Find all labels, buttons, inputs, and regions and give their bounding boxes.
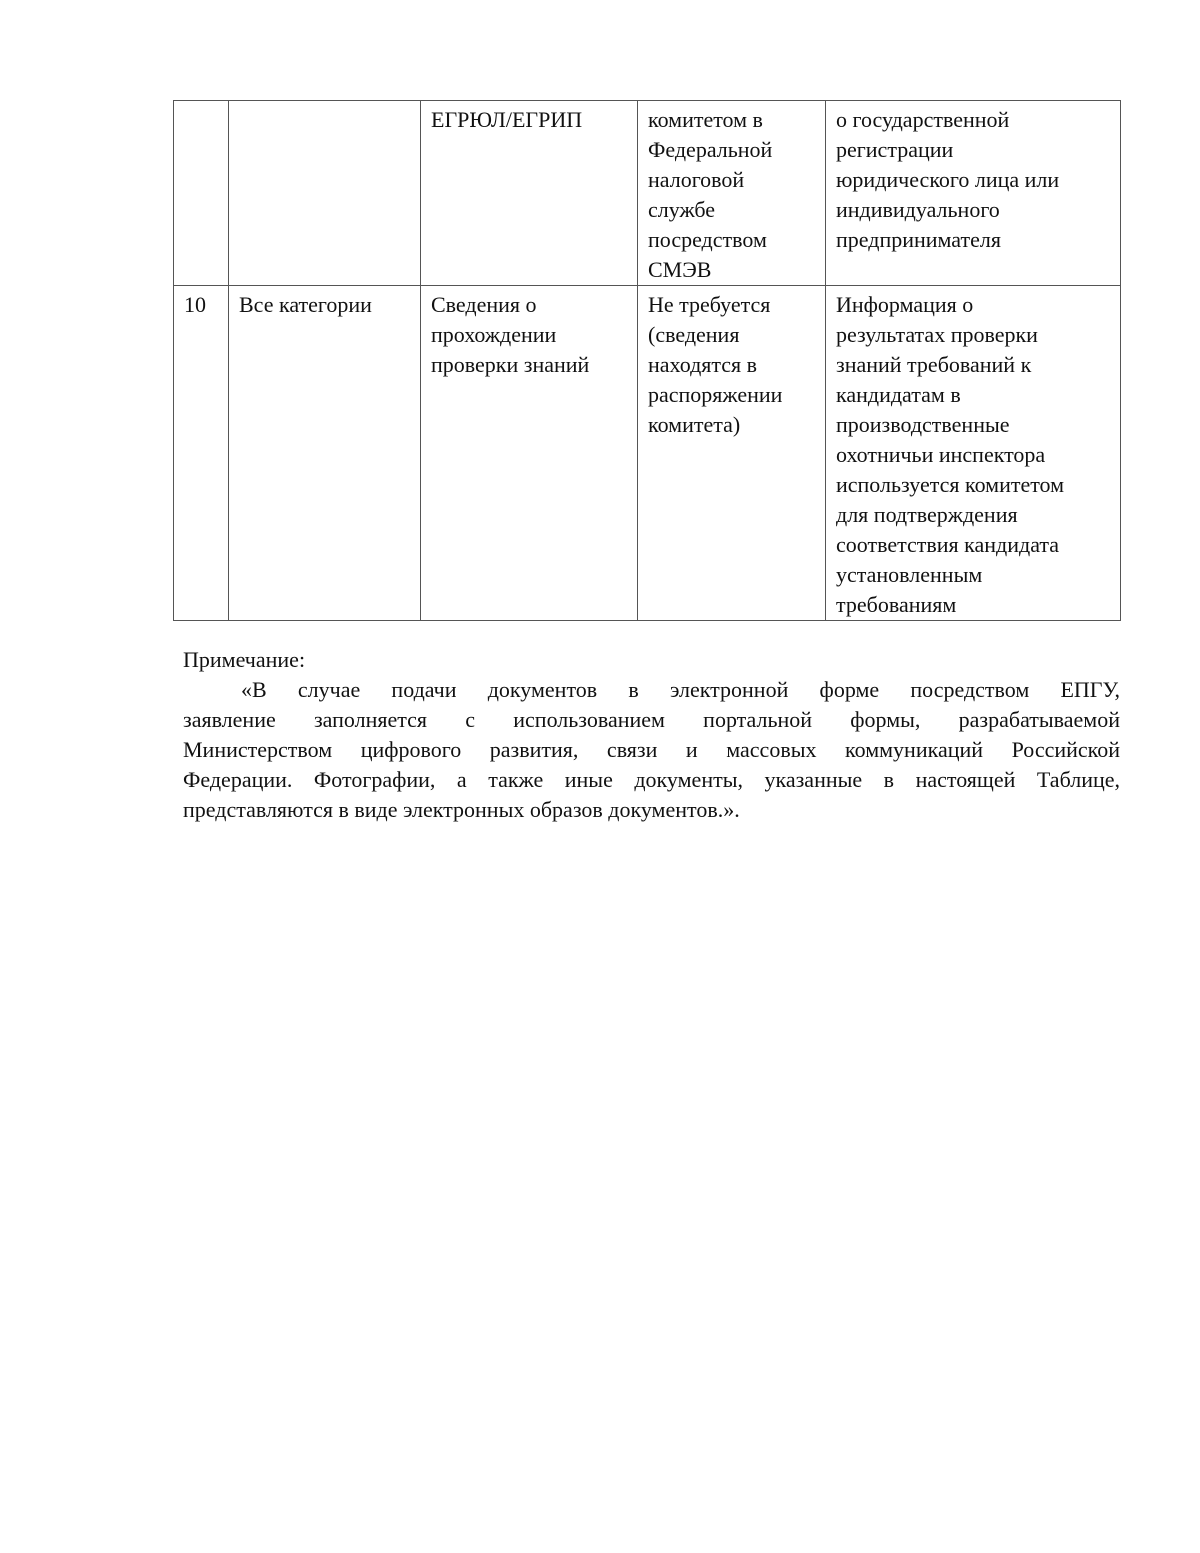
cell-text: знаний требований к bbox=[836, 352, 1032, 377]
cell-text: требованиям bbox=[836, 592, 957, 617]
cell-text: Не требуется bbox=[648, 292, 771, 317]
cell-text: индивидуального bbox=[836, 197, 1000, 222]
category-cell: Все категории bbox=[229, 286, 421, 621]
note-text-line: Федерации. Фотографии, а также иные документы, указанные в настоящей Таблице, bbox=[183, 767, 1120, 792]
document-cell bbox=[421, 286, 638, 621]
cell-text: Сведения о bbox=[431, 292, 537, 317]
note-text-line: заявление заполняется с использованием портальной формы, разрабатываемой bbox=[183, 707, 1120, 732]
cell-text: регистрации bbox=[836, 137, 954, 162]
table-row bbox=[174, 286, 1121, 621]
note-text-line: «В случае подачи документов в электронной форме посредством ЕПГУ, bbox=[241, 677, 1120, 702]
cell-text: предпринимателя bbox=[836, 227, 1001, 252]
cell-text: проверки знаний bbox=[431, 352, 590, 377]
method-cell bbox=[638, 286, 826, 621]
note-text-line: представляются в виде электронных образов документов.». bbox=[183, 797, 740, 822]
cell-text: кандидатам в bbox=[836, 382, 961, 407]
cell-text: находятся в bbox=[648, 352, 758, 377]
row-number-cell bbox=[174, 101, 229, 286]
cell-text: налоговой bbox=[648, 167, 745, 192]
cell-text: Информация о bbox=[836, 292, 974, 317]
cell-text: результатах проверки bbox=[836, 322, 1038, 347]
category-cell bbox=[229, 101, 421, 286]
cell-text: ЕГРЮЛ/ЕГРИП bbox=[431, 107, 583, 132]
cell-text: комитета) bbox=[648, 412, 741, 437]
cell-text: о государственной bbox=[836, 107, 1010, 132]
cell-text: (сведения bbox=[648, 322, 740, 347]
note-text-line: Министерством цифрового развития, связи и массовых коммуникаций Российской bbox=[183, 737, 1120, 762]
cell-text: используется комитетом bbox=[836, 472, 1065, 497]
note-section bbox=[183, 645, 1120, 825]
purpose-cell bbox=[826, 101, 1121, 286]
cell-text: службе bbox=[648, 197, 716, 222]
purpose-cell bbox=[826, 286, 1121, 621]
cell-text: юридического лица или bbox=[836, 167, 1060, 192]
cell-text: для подтверждения bbox=[836, 502, 1018, 527]
requirements-table bbox=[173, 100, 1121, 621]
cell-text: посредством bbox=[648, 227, 767, 252]
cell-text: охотничьи инспектора bbox=[836, 442, 1046, 467]
row-number-cell: 10 bbox=[174, 286, 229, 621]
cell-text: соответствия кандидата bbox=[836, 532, 1060, 557]
cell-text: Федеральной bbox=[648, 137, 773, 162]
cell-text: СМЭВ bbox=[648, 257, 712, 282]
cell-text: распоряжении bbox=[648, 382, 783, 407]
cell-text: производственные bbox=[836, 412, 1010, 437]
document-cell bbox=[421, 101, 638, 286]
note-title: Примечание: bbox=[183, 647, 306, 672]
table-row bbox=[174, 101, 1121, 286]
method-cell bbox=[638, 101, 826, 286]
cell-text: установленным bbox=[836, 562, 983, 587]
cell-text: прохождении bbox=[431, 322, 557, 347]
cell-text: комитетом в bbox=[648, 107, 763, 132]
